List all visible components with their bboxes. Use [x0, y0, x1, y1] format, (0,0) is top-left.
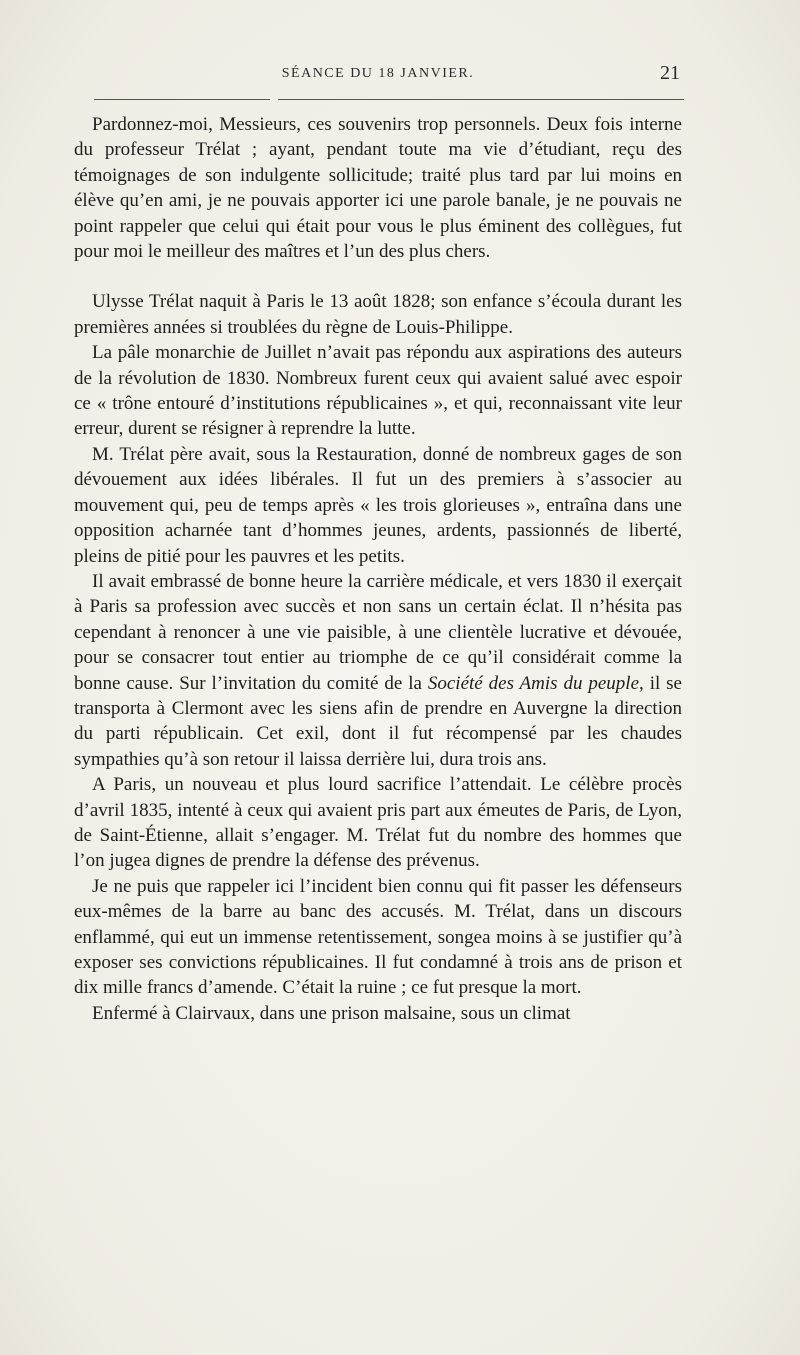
paragraph-7: Je ne puis que rappeler ici l’incident bien connu qui fit passer les défenseurs eux-mêmes de la barre au banc des accusés. M. Trélat, dans un discours enflammé, qui eut un immense retentissement, songea moins à se justifier qu’à exposer ses convictions républicaines. Il fut condamné à trois ans de prison et dix mille francs d’amende. C’était la ruine ; ce fut presque la mort.: [74, 875, 682, 999]
paragraph-2: Ulysse Trélat naquit à Paris le 13 août 1828; son enfance s’écoula durant les premières années si troublées du règne de Louis-Philippe.: [74, 291, 682, 338]
running-head: [74, 62, 682, 90]
paragraph-8: Enfermé à Clairvaux, dans une prison malsaine, sous un climat: [92, 1002, 571, 1024]
paragraph-5-text-before: Il avait embrassé de bonne heure la carrière médicale, et vers 1830 il exerçait à Paris sa profession avec succès et non sans un certain éclat. Il n’hésita pas cependant à renoncer à une vie paisible, à une clientèle lucrative et dévouée, pour se consacrer tout entier au triomphe de ce qu’il considérait comme la bonne cause. Sur l’invitation du comité de la: [74, 570, 682, 694]
paragraph-1: Pardonnez-moi, Messieurs, ces souvenirs trop personnels. Deux fois interne du professeur Trélat ; ayant, pendant toute ma vie d’étudiant, reçu des témoignages de son indulgente sollicitude; traité plus tard par lui moins en élève qu’en ami, je ne pouvais apporter ici une parole banale, je ne pouvais ne point rappeler que celui qui était pour vous le plus éminent des collègues, fut pour moi le meilleur des maîtres et l’un des plus chers.: [74, 114, 682, 263]
header-rule-left: [94, 99, 270, 100]
running-title: SÉANCE DU 18 JANVIER.: [281, 66, 475, 81]
body-text: [74, 112, 682, 1026]
paragraph-6: A Paris, un nouveau et plus lourd sacrifice l’attendait. Le célèbre procès d’avril 1835, intenté à ceux qui avaient pris part aux émeutes de Paris, de Lyon, de Saint-Étienne, allait s’engager. M. Trélat fut du nombre des hommes que l’on jugea dignes de prendre la défense des prévenus.: [74, 774, 682, 872]
paragraph-4: M. Trélat père avait, sous la Restauration, donné de nombreux gages de son dévouement aux idées libérales. Il fut un des premiers à s’associer au mouvement qui, peu de temps après « les trois glorieuses », entraîna dans une opposition acharnée tant d’hommes jeunes, ardents, passionnés de liberté, pleins de pitié pour les pauvres et les petits.: [74, 443, 682, 567]
society-name-italic: Société des Amis du peuple: [427, 672, 640, 694]
paragraph-5-text-after: , il se transporta à Clermont avec les siens afin de prendre en Auvergne la direction du parti républicain. Cet exil, dont il fut récompensé par les chaudes sympathies qu’à son retour il laissa derrière lui, dura trois ans.: [74, 672, 682, 770]
header-rule-right: [278, 99, 684, 100]
paragraph-3: La pâle monarchie de Juillet n’avait pas répondu aux aspirations des auteurs de la révolution de 1830. Nombreux furent ceux qui avaient salué avec espoir ce « trône entouré d’institutions républicaines », et qui, reconnaissant vite leur erreur, durent se résigner à reprendre la lutte.: [74, 342, 682, 440]
page-number: 21: [660, 62, 680, 84]
paragraph-5: [74, 569, 682, 772]
